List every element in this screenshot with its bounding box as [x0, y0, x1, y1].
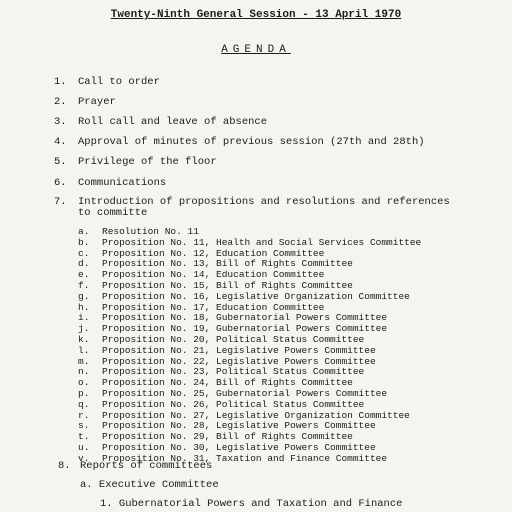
referral-text: Proposition No. 30, Legislative Powers Committee [102, 442, 376, 453]
referral-letter: e. [78, 269, 90, 281]
referral-text: Proposition No. 13, Bill of Rights Committee [102, 258, 353, 270]
referral-letter: l. [78, 344, 90, 356]
session-header: Twenty-Ninth General Session - 13 April 1970 [110, 9, 402, 21]
sub-sub-item: 1. Gubernatorial Powers and Taxation and Finance [100, 498, 403, 510]
item-text-continued: to committe [78, 207, 148, 219]
referral-text: Proposition No. 25, Gubernatorial Powers Committee [102, 388, 388, 399]
referral-text: Proposition No. 29, Bill of Rights Committee [102, 431, 353, 443]
item-number: 7. [54, 196, 67, 208]
referral-letter: d. [78, 258, 90, 270]
item-number: 3. [54, 116, 67, 128]
referral-text: Proposition No. 20, Political Status Committee [102, 334, 365, 345]
referral-letter: f. [78, 280, 90, 291]
item-text: Reports of committees [80, 460, 213, 472]
item-number: 4. [54, 136, 67, 148]
referral-text: Proposition No. 14, Education Committee [102, 269, 325, 281]
referral-letter: c. [78, 247, 90, 259]
item-text: Prayer [78, 96, 116, 108]
referral-text: Proposition No. 23, Political Status Committee [102, 366, 365, 378]
item-text: Communications [78, 177, 167, 189]
referral-text: Proposition No. 28, Legislative Powers Committee [102, 420, 376, 432]
referral-letter: u. [78, 442, 90, 453]
referral-letter: j. [78, 323, 90, 335]
item-number: 8. [58, 460, 71, 472]
item-number: 6. [54, 177, 67, 189]
referral-text: Proposition No. 17, Education Committee [102, 301, 325, 313]
referral-letter: p. [78, 388, 90, 399]
referral-letter: r. [78, 409, 90, 421]
referral-text: Proposition No. 18, Gubernatorial Powers Committee [102, 312, 388, 324]
referral-letter: g. [78, 290, 90, 302]
referral-text: Proposition No. 31, Taxation and Finance Committee [102, 452, 388, 464]
referral-text: Proposition No. 16, Legislative Organization Committee [102, 290, 410, 302]
referral-letter: h. [78, 301, 90, 313]
referral-letter: i. [78, 312, 90, 324]
item-text: Introduction of propositions and resolutions and references [78, 196, 450, 208]
referral-letter: m. [78, 355, 90, 367]
item-number: 1. [54, 76, 67, 88]
item-text: Roll call and leave of absence [78, 116, 268, 128]
referral-text: Proposition No. 11, Health and Social Services Committee [102, 236, 422, 248]
referral-letter: o. [78, 377, 90, 389]
referral-letter: n. [78, 366, 90, 378]
referral-text: Proposition No. 12, Education Committee [102, 247, 325, 259]
item-text: Approval of minutes of previous session (27th and 28th) [78, 136, 425, 148]
referral-letter: q. [78, 398, 90, 410]
referral-letter: b. [78, 236, 90, 248]
referral-letter: a. [78, 226, 90, 237]
referral-text: Proposition No. 15, Bill of Rights Committee [102, 280, 353, 291]
referral-letter: t. [78, 431, 90, 443]
referral-text: Resolution No. 11 [102, 226, 199, 237]
referral-text: Proposition No. 24, Bill of Rights Committee [102, 377, 353, 389]
item-number: 2. [54, 96, 67, 108]
referral-letter: k. [78, 334, 90, 345]
item-number: 5. [54, 156, 67, 168]
referral-text: Proposition No. 19, Gubernatorial Powers Committee [102, 323, 388, 335]
referral-text: Proposition No. 27, Legislative Organization Committee [102, 409, 410, 421]
agenda-title: AGENDA [221, 44, 291, 56]
referral-text: Proposition No. 22, Legislative Powers Committee [102, 355, 376, 367]
sub-item: a. Executive Committee [80, 479, 219, 491]
item-text: Privilege of the floor [78, 156, 217, 168]
referral-letter: s. [78, 420, 90, 432]
referral-text: Proposition No. 21, Legislative Powers Committee [102, 344, 376, 356]
item-text: Call to order [78, 76, 160, 88]
referral-letter: v. [78, 452, 90, 464]
referral-text: Proposition No. 26, Political Status Committee [102, 398, 365, 410]
